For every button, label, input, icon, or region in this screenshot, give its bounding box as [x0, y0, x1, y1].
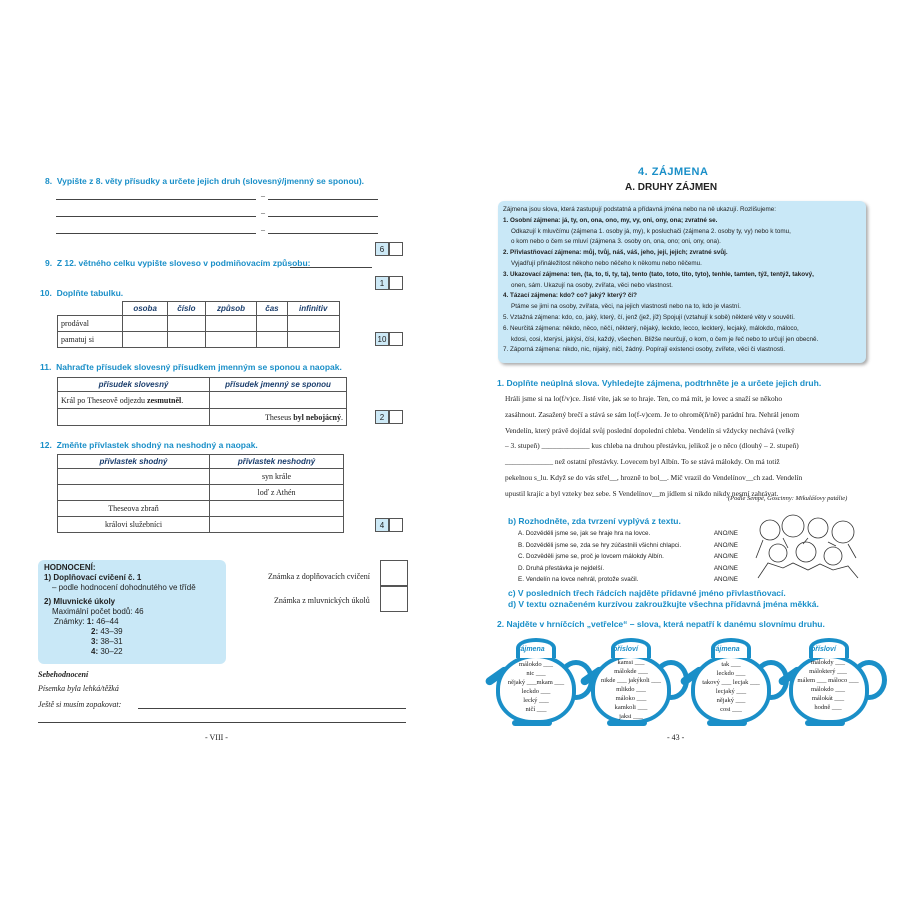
mark2-label: Známka z mluvnických úkolů [274, 596, 370, 605]
answer-cell[interactable] [58, 409, 210, 426]
col-header: přívlastek neshodný [210, 455, 344, 469]
answer-cell[interactable] [205, 332, 257, 348]
answer-line[interactable] [268, 233, 378, 234]
answer-line[interactable] [268, 199, 378, 200]
theory-line: 1. Osobní zájmena: já, ty, on, ona, ono, my, vy, oni, ony, ona; zvratné se. [503, 216, 718, 224]
theory-text [503, 205, 863, 356]
empty-cell [58, 302, 123, 316]
theory-line: 2. Přivlastňovací zájmena: můj, tvůj, náš, váš, jeho, její, jejich; zvratné svůj. [503, 249, 728, 257]
teapot-2 [583, 632, 683, 728]
theory-line: onen, sám. Ukazují na osoby, zvířata, věci nebo vlastnost. [511, 281, 673, 289]
answer-cell[interactable] [123, 316, 168, 332]
theory-line: 4. Tázací zájmena: kdo? co? jaký? který? čí? [503, 292, 638, 300]
score-box[interactable] [375, 276, 403, 290]
score-points: 1 [375, 276, 389, 290]
q9-heading: 9. Z 12. větného celku vypište sloveso v podmiňovacím způsobu: [45, 258, 311, 268]
score-field[interactable] [389, 410, 403, 424]
answer-cell[interactable] [210, 517, 344, 533]
theory-line: kdosi, cosi, kterýsi, jakýsi, čísi, každý, všechen. Bližše neurčují, o kom, o čem je řeč nebo to určují jen obecně. [511, 335, 819, 343]
statement-row[interactable]: E. Vendelín na lovce nehrál, protože svačil. ANO/NE [518, 576, 738, 583]
teapot-words[interactable]: kamsi ___ málokde ___ nikde ___ jakýkoli ___ mlikdo ___ máloko ___ kamkoli ___ jaksi ___ [600, 659, 662, 720]
col-header: přísudek jmenný se sponou [210, 378, 347, 392]
answer-cell[interactable] [168, 332, 205, 348]
col-header: osoba [123, 302, 168, 316]
statement-row[interactable]: B. Dozvěděli jsme se, zda se hry zúčastnili všichni chlapci. ANO/NE [518, 541, 738, 549]
grade-row: 4: 30–22 [91, 647, 123, 656]
exb-list [518, 528, 738, 586]
dash: – [261, 225, 265, 234]
source-citation: (Podle Sempé, Goscinny: Mikulášovy patálie) [728, 495, 848, 502]
score-box[interactable] [375, 410, 403, 424]
row-label: prodával [58, 316, 123, 332]
text-line: zasáhnout. Zasažený brečí a stává se sám lo(f-v)cem. Je to ohromě(ň/ně) parádní hra. Nehrál jenom [505, 409, 800, 419]
score-box[interactable] [375, 242, 403, 256]
teapot-1 [488, 632, 588, 728]
theory-line: 5. Vztažná zájmena: kdo, co, jaký, který, čí, jenž (jež, jíž) Spojují (vztahují k sobě) některé věty v souvětí. [503, 313, 795, 321]
score-field[interactable] [389, 276, 403, 290]
theory-line: 7. Záporná zájmena: nikdo, nic, nijaký, ničí, žádný. Popírají existenci osoby, zvířete, věci či vlastnosti. [503, 346, 785, 354]
answer-line[interactable] [56, 233, 256, 234]
col-header: číslo [168, 302, 205, 316]
text-line: – 3. stupeň) _____________ kus chleba na druhou přestávku, jelikož je o něco (dlouhý – 2. stupeň) [505, 441, 799, 451]
teapot-label: přísloví [613, 646, 638, 653]
q8-heading: 8. Vypište z 8. věty přísudky a určete jejich druh (slovesný/jmenný se sponou). [45, 176, 365, 186]
grade-row: Známky: 1: 46–44 [54, 617, 119, 626]
score-points: 10 [375, 332, 389, 346]
score-box[interactable] [375, 332, 403, 346]
text-line: upustil krajíc a byl vzteky bez sebe. S Vendelínov__m jídlem si nikdo nikdy nesmí zahrávat. [505, 488, 779, 498]
teapot-base [805, 720, 845, 726]
q11-heading: 11. Nahraďte přísudek slovesný přísudkem jmenným se sponou a naopak. [40, 362, 342, 372]
answer-cell[interactable] [58, 469, 210, 485]
theory-line: o kom nebo o čem se mluví (zájmena 3. osoby on, ona, ono; oni, ony, ona). [511, 238, 721, 246]
children-illustration [748, 508, 866, 584]
score-box[interactable] [375, 518, 403, 532]
score-points: 6 [375, 242, 389, 256]
answer-cell[interactable] [257, 332, 287, 348]
answer-cell[interactable] [257, 316, 287, 332]
answer-line[interactable] [138, 708, 406, 709]
self-line2: Ještě si musím zopakovat: [38, 700, 122, 709]
theory-line: Zájmena jsou slova, která zastupují podstatná a přídavná jména nebo na ně ukazují. Rozlišujeme: [503, 206, 777, 213]
answer-line[interactable] [56, 199, 256, 200]
teapot-words[interactable]: tak ___ leckdo ___ takový ___ lecjak ___ lecjaký ___ nějaký ___ cosi ___ [702, 661, 760, 713]
teapot-3 [683, 632, 783, 728]
theory-line: Odkazují k mluvčímu (zájmena 1. osoby já, my), k posluchači (zájmena 2. osoby ty, vy) nebo k tomu, [511, 227, 791, 235]
teapot-label: zájmena [712, 646, 740, 653]
self-line1: Písemka byla lehká/těžká [38, 684, 119, 693]
row-text: Theseova zbraň [58, 501, 210, 517]
theory-line: Ptáme se jimi na osoby, zvířata, věci, na jejich vlastnosti nebo na to, kdo je vlastní. [511, 303, 741, 311]
answer-cell[interactable] [287, 316, 340, 332]
answer-cell[interactable] [58, 485, 210, 501]
answer-cell[interactable] [168, 316, 205, 332]
text-line: _____________ než ostatní přestávky. Lovecem byl Albín. To se stává málokdy. On má totiž [505, 457, 780, 467]
page-number: - 43 - [667, 733, 685, 742]
col-header: přísudek slovesný [58, 378, 210, 392]
answer-cell[interactable] [205, 316, 257, 332]
mark1-label: Známka z doplňovacích cvičení [268, 572, 370, 581]
eval-s1-text: – podle hodnocení dohodnutého ve třídě [52, 583, 196, 592]
page-number: - VIII - [205, 733, 228, 742]
mark1-box[interactable] [380, 560, 408, 587]
answer-cell[interactable] [210, 501, 344, 517]
text-line: Hráli jsme si na lo(f/v)ce. Jisté víte, jak se to hraje. Ten, co má mít, je lovec a snaží se někoho [505, 394, 783, 403]
dash: – [261, 191, 265, 200]
col-header: způsob [205, 302, 257, 316]
teapot-words[interactable]: málokdy ___ málokterý ___ málem ___ máloco ___ málokdo ___ málokát ___ hodně ___ [797, 659, 859, 711]
chapter-title: 4. ZÁJMENA [638, 166, 709, 178]
theory-line: Vyjadřují přináležitost někoho nebo něčeho k někomu nebo něčemu. [511, 259, 702, 267]
col-header: čas [257, 302, 287, 316]
row-text: syn krále [210, 469, 344, 485]
teapot-label: zájmena [517, 646, 545, 653]
answer-cell[interactable] [210, 392, 347, 409]
exd-heading: d) V textu označeném kurzívou zakroužkujte všechna přídavná jména měkká. [508, 599, 819, 609]
eval-s2-title: 2) Mluvnické úkoly [44, 597, 116, 606]
answer-line[interactable] [56, 216, 256, 217]
q10-heading: 10. Doplňte tabulku. [40, 288, 124, 298]
eval-max: Maximální počet bodů: 46 [52, 607, 144, 616]
teapot-4 [781, 632, 881, 728]
score-field[interactable] [389, 332, 403, 346]
col-header: přívlastek shodný [58, 455, 210, 469]
mark2-box[interactable] [380, 585, 408, 612]
row-label: pamatuj si [58, 332, 123, 348]
theory-line: 6. Neurčitá zájmena: někdo, něco, něčí, některý, nějaký, leckdo, lecco, leckterý, lecjaký, málokdo, máloco, [503, 324, 799, 332]
row-text: Theseus byl nebojácný. [210, 409, 347, 426]
q12-heading: 12. Změňte přívlastek shodný na neshodný a naopak. [40, 440, 258, 450]
row-text: královi služebníci [58, 517, 210, 533]
self-title: Sebehodnocení [38, 670, 89, 679]
text-line: Vendelín, který právě dojídal svůj poslední dopolední chleba. Vendelín si vždycky nechává (velký [505, 425, 795, 435]
answer-line[interactable] [38, 722, 406, 723]
teapot-words[interactable]: málokdo ___ nic ___ nějaký ___mkam ___ leckdo ___ lecký ___ ničí ___ [507, 661, 565, 713]
q10-table [57, 301, 340, 348]
grade-row: 3: 38–31 [91, 637, 123, 646]
answer-cell[interactable] [287, 332, 340, 348]
theory-line: 3. Ukazovací zájmena: ten, (ta, to, ti, ty, ta), tento (tato, toto, tito, tyto), tenhle, tamten, týž, tentýž, takový, [503, 270, 814, 278]
row-text: Král po Theseově odjezdu zesmutněl. [58, 392, 210, 409]
teapot-base [707, 720, 747, 726]
eval-s1-title: 1) Doplňovací cvičení č. 1 [44, 573, 142, 582]
score-points: 4 [375, 518, 389, 532]
answer-line[interactable] [290, 267, 372, 268]
statement-row[interactable]: C. Dozvěděli jsme se, proč je lovcem málokdy Albín. ANO/NE [518, 553, 738, 560]
grade-row: 2: 43–39 [91, 627, 123, 636]
col-header: infinitiv [287, 302, 340, 316]
chapter-subtitle: A. DRUHY ZÁJMEN [625, 182, 718, 193]
q11-table [57, 377, 347, 426]
ex1-text [505, 391, 867, 502]
statement-row[interactable]: A. Dozvěděli jsme se, jak se hraje hra na lovce. ANO/NE [518, 530, 738, 537]
teapot-label: přísloví [811, 646, 836, 653]
q12-table [57, 454, 344, 533]
teapot-base [512, 720, 552, 726]
answer-line[interactable] [268, 216, 378, 217]
evaluation-content [44, 563, 196, 657]
answer-cell[interactable] [123, 332, 168, 348]
dash: – [261, 208, 265, 217]
score-field[interactable] [389, 242, 403, 256]
exc-heading: c) V posledních třech řádcích najděte přídavné jméno přivlastňovací. [508, 588, 786, 598]
eval-title: HODNOCENÍ: [44, 563, 96, 572]
score-field[interactable] [389, 518, 403, 532]
row-text: loď z Athén [210, 485, 344, 501]
exb-heading: b) Rozhodněte, zda tvrzení vyplývá z textu. [508, 516, 681, 526]
statement-row[interactable]: D. Druhá přestávka je nejdelší. ANO/NE [518, 564, 738, 572]
score-points: 2 [375, 410, 389, 424]
ex1-heading: 1. Doplňte neúplná slova. Vyhledejte zájmena, podtrhněte je a určete jejich druh. [497, 378, 822, 388]
ex2-heading: 2. Najděte v hrníčcích „vetřelce“ – slova, která nepatří k danému slovnímu druhu. [497, 619, 825, 629]
text-line: pekelnou s_lu. Když se do vás střel__, hrozně to bol__. Míč vrazil do Vendelínov__ch zad. Vendelín [505, 472, 803, 482]
